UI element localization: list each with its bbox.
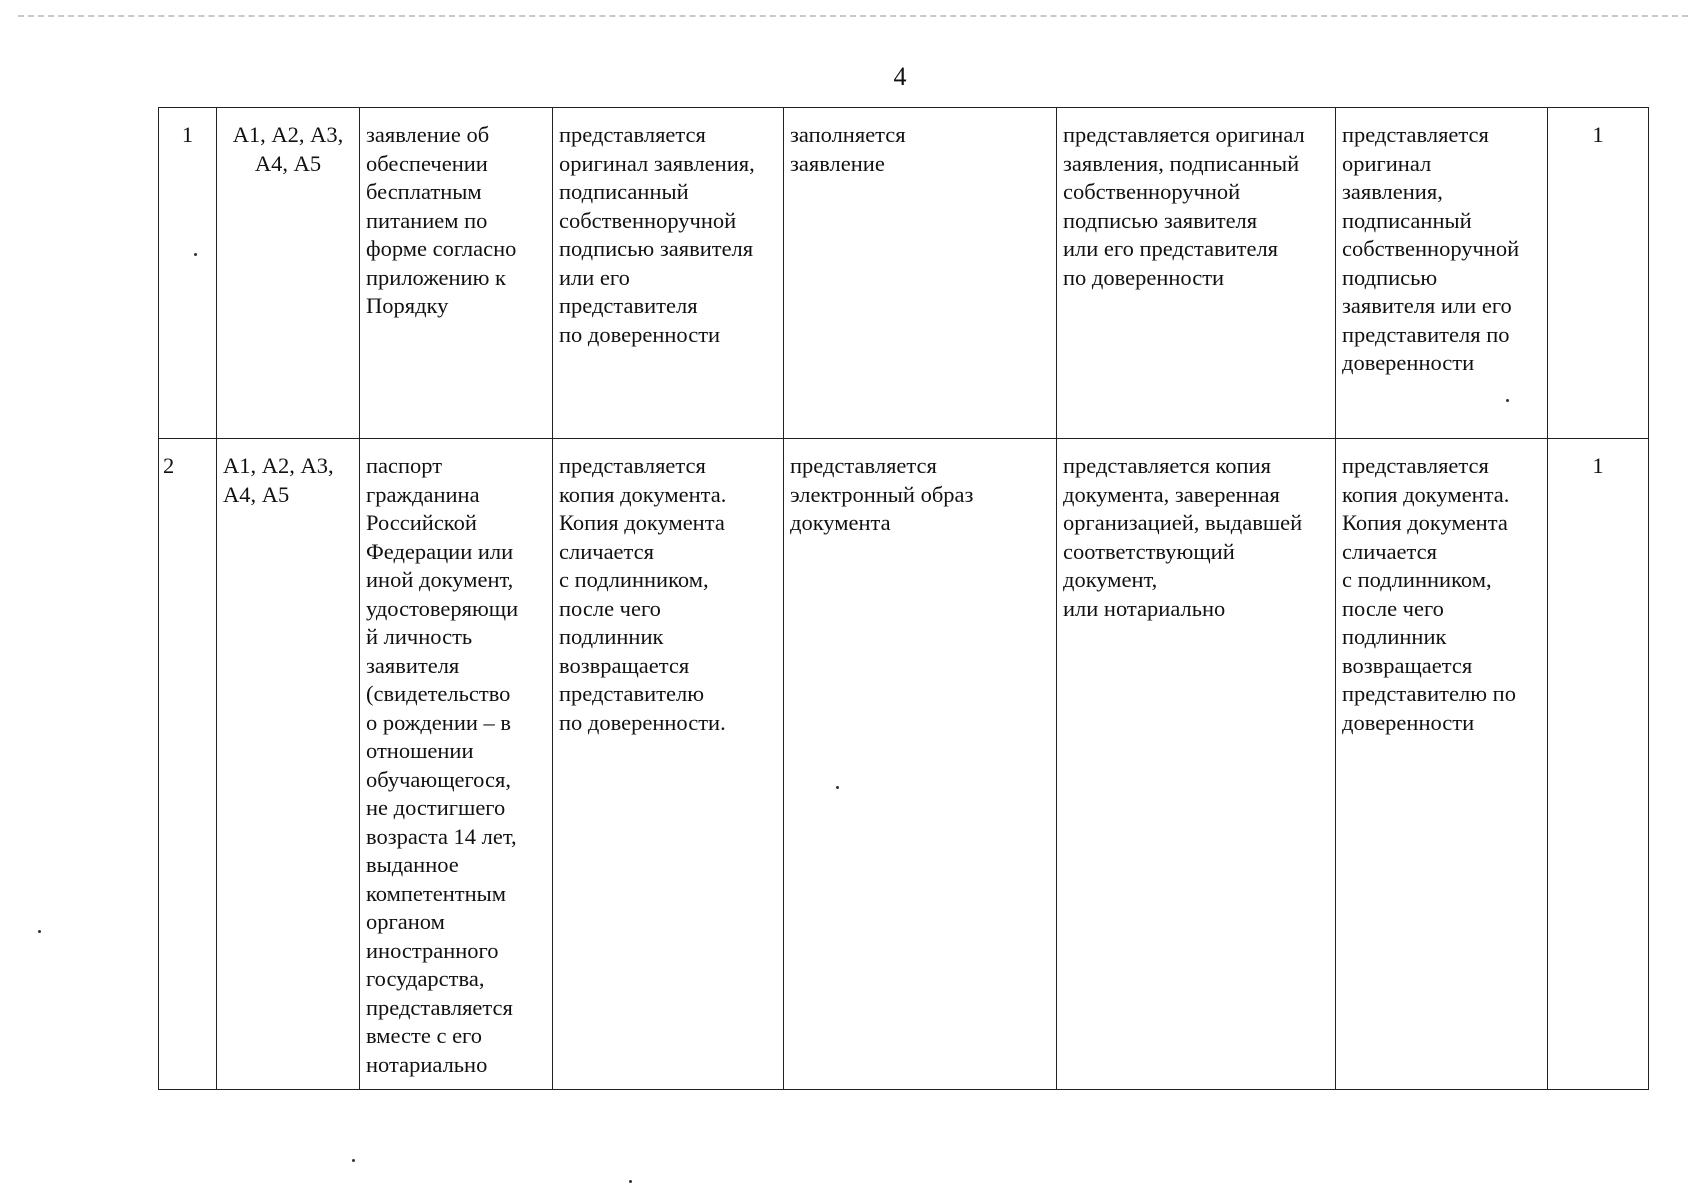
table-row [159,439,1649,1090]
copies-count: 1 [1592,122,1604,147]
table-row [159,108,1649,439]
in-person-requirement-cell [553,108,784,439]
mail-requirement-cell [1057,439,1336,1090]
row-number: 2 [163,453,175,478]
electronic-requirement-cell [784,439,1057,1090]
mfc-requirement: представляется оригинал заявления, подписанный собственноручной подписью заявителя или его представителя по доверенности [1342,122,1520,375]
row-number-cell [159,439,217,1090]
applicant-codes-cell [217,108,360,439]
applicant-codes: А1, А2, А3, А4, А5 [223,453,334,507]
applicant-codes: А1, А2, А3, А4, А5 [232,122,344,176]
in-person-requirement-cell [553,439,784,1090]
document-name-cell [360,439,553,1090]
electronic-requirement-cell [784,108,1057,439]
scan-speck [629,1180,632,1183]
scan-speck [38,930,41,933]
in-person-requirement: представляется копия документа. Копия документа сличается с подлинником, после чего подлинник возвращается представителю по доверенности. [559,453,727,735]
row-number-cell [159,108,217,439]
mail-requirement: представляется оригинал заявления, подписанный собственноручной подписью заявителя или его представителя по доверенности [1063,122,1305,290]
mail-requirement-cell [1057,108,1336,439]
document-name: паспорт гражданина Российской Федерации или иной документ, удостоверяющи й личность заявителя (свидетельство о рождении – в отношении обучающегося, не достигшего возраста 14 лет, выданное компетентным органом иностранного государства, представляется вместе с его нотариально [366,453,519,1077]
scan-speck [836,786,839,789]
scan-speck [352,1159,355,1162]
electronic-requirement: представляется электронный образ документа [790,453,974,535]
document-name-cell [360,108,553,439]
documents-table [158,107,1649,1090]
mfc-requirement-cell [1336,108,1548,439]
document-name: заявление об обеспечении бесплатным питанием по форме согласно приложению к Порядку [366,122,517,318]
mfc-requirement-cell [1336,439,1548,1090]
copies-count-cell [1548,439,1649,1090]
mfc-requirement: представляется копия документа. Копия документа сличается с подлинником, после чего подлинник возвращается представителю по доверенности [1342,453,1516,735]
electronic-requirement: заполняется заявление [790,122,906,176]
copies-count-cell [1548,108,1649,439]
mail-requirement: представляется копия документа, заверенная организацией, выдавшей соответствующий документ, или нотариально [1063,453,1303,621]
scan-speck [1506,399,1509,402]
applicant-codes-cell [217,439,360,1090]
scan-speck [194,253,197,256]
page-number: 4 [893,62,907,91]
row-number: 1 [181,122,194,147]
scan-edge-line [18,15,1688,17]
in-person-requirement: представляется оригинал заявления, подписанный собственноручной подписью заявителя или его представителя по доверенности [559,122,755,347]
copies-count: 1 [1592,453,1604,478]
